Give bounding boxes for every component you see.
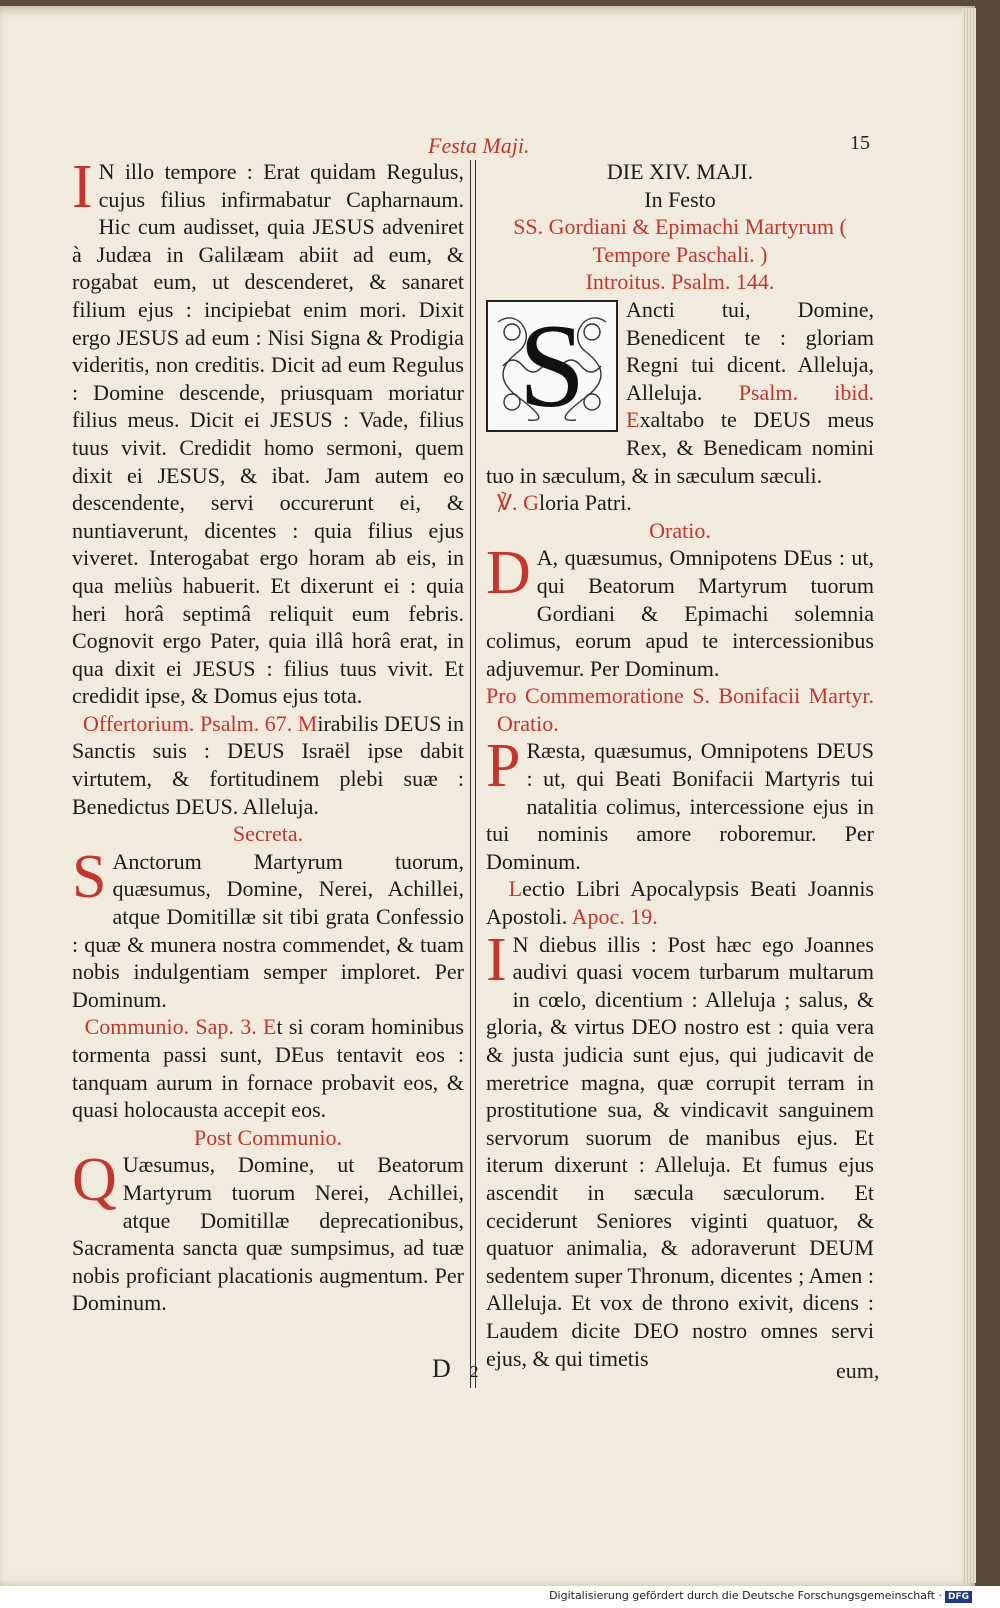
gloria-cap: G: [523, 490, 539, 516]
gospel-text: N illo tempore : Erat quidam Regulus, cujus filius infirmabatur Capharnaum. Hic cum audisset, quia JESUS adveniret à Judæa in Galilæam abiit ad eum, & rogabat eum, ut descenderet, & sanaret filium ejus : incipiebat enim mori. Dixit ergo JESUS ad eum : Nisi Signa & Prodigia videritis, non creditis. Dicit ad eum Regulus : Domine descende, priusquam moriatur filius meus. Dicit ei JESUS : Vade, filius tuus vivit. Credidit homo sermoni, quem dixit ei JESUS, & ibat. Jam autem eo descendente, servi occurerunt ei, & nuntiaverunt, dicentes : quia filius ejus viveret. Interogabat ergo horam ab eis, in qua meliùs habuerit. Et dixerunt ei : quia heri horâ septimâ reliquit eum febris. Cognovit ergo Pater, quia illâ horâ erat, in qua dixit ei JESUS : filius tuus vivit. Et credidit ipse, & Domus ejus tota.: [72, 159, 464, 709]
oratio-heading: Oratio.: [649, 517, 711, 543]
commemoratio-heading: [486, 682, 874, 737]
commemoratio-title: Pro Commemoratione S. Bonifacii Martyr.: [486, 683, 874, 709]
in-festo: In Festo: [644, 186, 716, 212]
secreta-paragraph: [72, 842, 464, 1014]
drop-cap: S: [72, 842, 107, 911]
introitus-paragraph: [486, 296, 874, 489]
column-rule-left: [470, 160, 471, 1388]
gloria-text: loria Patri.: [538, 490, 632, 516]
versicle-symbol: ℣.: [497, 490, 518, 516]
introitus-b-text: xaltabo te DEUS meus Rex, & Benedicam nomini tuo in sæculum, & in sæculum sæculi.: [486, 407, 874, 488]
introitus-text: Ancti tui, Domine, Benedicent te : gloriam Regni tui dicent. Alleluja, Alleluja.: [626, 296, 874, 405]
offertorium-label: Offertorium. Psalm. 67.: [83, 710, 293, 736]
signature-mark: D: [432, 1354, 451, 1383]
introitus-heading: Introitus. Psalm. 144.: [585, 269, 775, 295]
offertorium-text: irabilis DEUS in Sanctis suis : DEUS Israël ipse dabit virtutem, & fortitudinem plebi suæ : Benedictus DEUS. Alleluja.: [72, 710, 465, 819]
introitus-b-cap: E: [626, 407, 640, 433]
secreta-heading: Secreta.: [232, 821, 304, 847]
column-rule-right: [475, 160, 476, 1388]
day-heading: DIE XIV. MAJI.: [606, 159, 754, 184]
drop-cap: P: [486, 732, 521, 801]
catchword: eum,: [836, 1358, 880, 1383]
secreta-text: Anctorum Martyrum tuorum, quæsumus, Domine, Nerei, Achillei, atque Domitillæ sit tibi grata Confessio : quæ & munera nostra commendet, & tuam nobis indulgentiam semper imploret. Per Dominum.: [72, 848, 464, 1012]
communio-label: Communio. Sap. 3.: [84, 1014, 257, 1040]
lectio-title: ectio Libri Apocalypsis Beati Joannis Apostoli.: [486, 876, 874, 930]
commemoratio-oratio: Oratio.: [497, 710, 559, 736]
communio-cap: E: [263, 1014, 277, 1040]
lectio-paragraph: [486, 925, 874, 1373]
drop-cap: I: [72, 153, 93, 221]
lectio-cap: L: [508, 876, 523, 902]
dfg-logo: DFG: [945, 1591, 972, 1603]
ornamental-initial-image: [486, 300, 618, 432]
gloria-line: [486, 489, 874, 517]
praesta-paragraph: [486, 732, 874, 875]
ornate-initial: S: [518, 298, 586, 432]
lectio-ref: Apoc. 19.: [571, 904, 658, 930]
oratio-text: A, quæsumus, Omnipotens DEus : ut, qui Beatorum Martyrum tuorum Gordiani & Epimachi solemnia colimus, eorum apud te intercessionibus adjuvemur. Per Dominum.: [486, 545, 874, 681]
drop-cap: I: [486, 925, 507, 994]
drop-cap: D: [486, 539, 531, 608]
lectio-text: N diebus illis : Post hæc ego Joannes audivi quasi vocem turbarum multarum in cœlo, dicentium : Alleluja ; salus, & gloria, & virtus DEO nostro est : quia vera & justa judicia sunt ejus, qui judicavit de meretrice magna, quæ corrupit terram in prostitutione sua, & vindicavit sanguinem servorum suorum de manibus ejus. Et iterum dixerunt : Alleluja. Et fumus ejus ascendit in sæcula sæculorum. Et ceciderunt Seniores viginti quatuor, & quatuor animalia, & adoraverunt DEUM sedentem super Thronum, dicentes ; Amen : Alleluja. Et vox de throno exivit, dicens : Laudem dicite DEO nostro omnes servi ejus, & qui timetis: [486, 931, 874, 1371]
footer-credit: [549, 1589, 972, 1602]
postcommunio-text: Uæsumus, Domine, ut Beatorum Martyrum tuorum Nerei, Achillei, atque Domitillæ deprecationibus, Sacramenta sancta quæ sumpsimus, ad tuæ nobis proficiant placationis augmentum. Per Dominum.: [72, 1152, 464, 1316]
lectio-heading: [486, 875, 874, 930]
footer-text: Digitalisierung gefördert durch die Deutsche Forschungsgemeinschaft ·: [549, 1589, 942, 1602]
left-column: [72, 153, 465, 1317]
drop-cap: Q: [72, 1146, 117, 1215]
introitus-psalm: Psalm. ibid.: [738, 379, 875, 405]
signature-number: 2: [470, 1362, 479, 1381]
communio-text: t si coram hominibus tormenta passi sunt, DEus tentavit eos : tanquam aurum in fornace probavit eos, & quasi holocausta accepit eos.: [72, 1014, 464, 1123]
postcommunio-heading: Post Communio.: [194, 1124, 342, 1150]
page-edge: [962, 8, 976, 1583]
right-column: [486, 158, 874, 1372]
offertorium-cap: M: [297, 710, 318, 736]
oratio-paragraph: [486, 539, 874, 682]
communio-paragraph: [72, 1013, 464, 1123]
gospel-paragraph: [72, 153, 464, 710]
feast-title: SS. Gordiani & Epimachi Martyrum ( Tempore Paschali. ): [513, 214, 847, 267]
postcommunio-paragraph: [72, 1146, 464, 1317]
praesta-text: Ræsta, quæsumus, Omnipotens DEUS : ut, qui Beati Bonifacii Martyris tui natalitia colimus, intercessione ejus in tui nominis amore roboremur. Per Dominum.: [486, 738, 874, 874]
offertorium-paragraph: [72, 710, 464, 820]
running-title: Festa Maji.: [428, 133, 530, 158]
page-number: 15: [850, 132, 870, 154]
